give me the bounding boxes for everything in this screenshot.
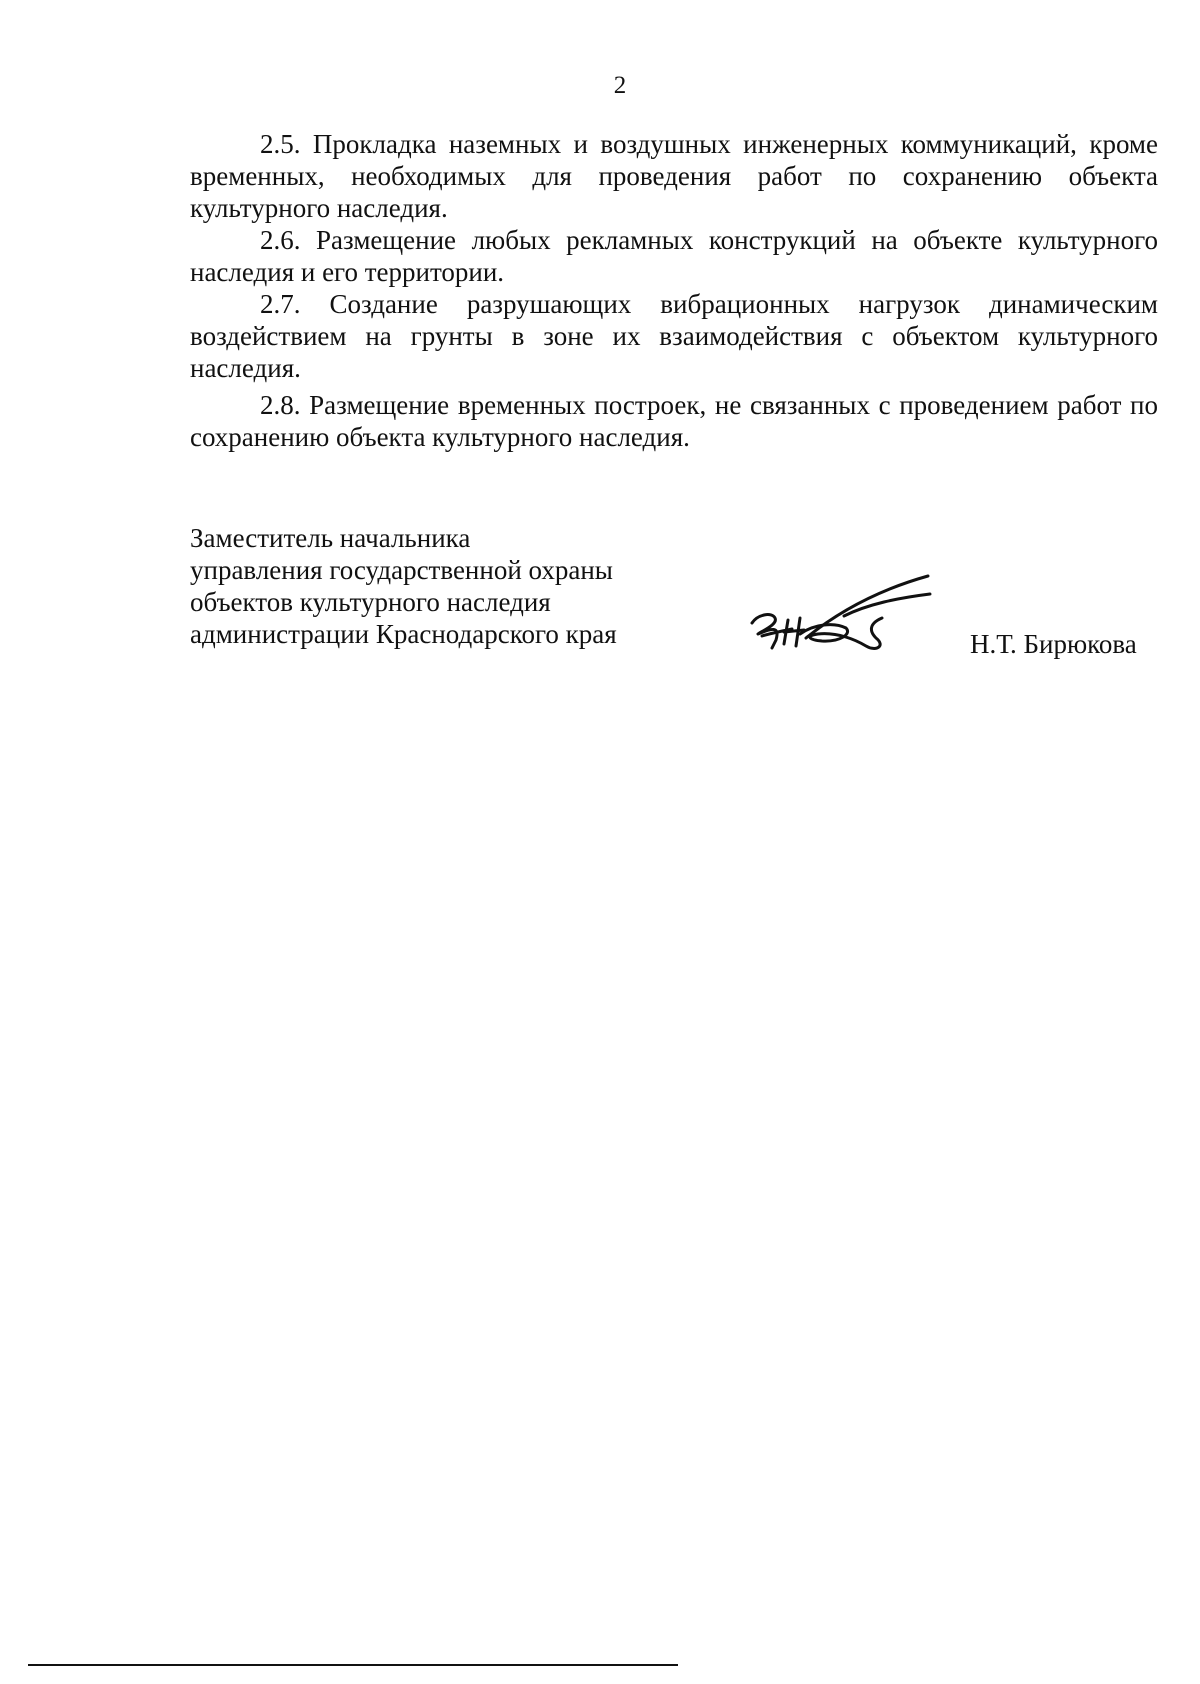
paragraph-number: 2.6. (260, 225, 301, 255)
signer-name: Н.Т. Бирюкова (970, 629, 1137, 659)
document-body (190, 128, 1158, 453)
footer-divider (28, 1664, 678, 1666)
handwritten-signature (748, 568, 938, 668)
signer-position-line: Заместитель начальника (190, 523, 471, 553)
paragraph-number: 2.5. (260, 129, 301, 159)
paragraph-text: Прокладка наземных и воздушных инженерных коммуникаций, кроме временных, необходимых для проведения работ по сохранению объекта культурного наследия. (190, 129, 1158, 223)
paragraph-2-6 (190, 224, 1158, 288)
paragraph-2-7 (190, 288, 1158, 384)
paragraph-text: Размещение любых рекламных конструкций на объекте культурного наследия и его территории. (190, 225, 1158, 287)
signer-position-line: управления государственной охраны (190, 555, 613, 585)
paragraph-text: Создание разрушающих вибрационных нагрузок динамическим воздействием на грунты в зоне их взаимодействия с объектом культурного наследия. (190, 289, 1158, 383)
signer-position-line: администрации Краснодарского края (190, 619, 617, 649)
paragraph-2-5 (190, 128, 1158, 224)
paragraph-number: 2.8. (260, 390, 301, 420)
signer-position-line: объектов культурного наследия (190, 587, 551, 617)
paragraph-text: Размещение временных построек, не связанных с проведением работ по сохранению объекта культурного наследия. (190, 390, 1159, 452)
paragraph-number: 2.7. (260, 289, 301, 319)
signer-position (190, 522, 690, 650)
paragraph-2-8 (190, 389, 1158, 453)
page-number: 2 (613, 72, 627, 99)
